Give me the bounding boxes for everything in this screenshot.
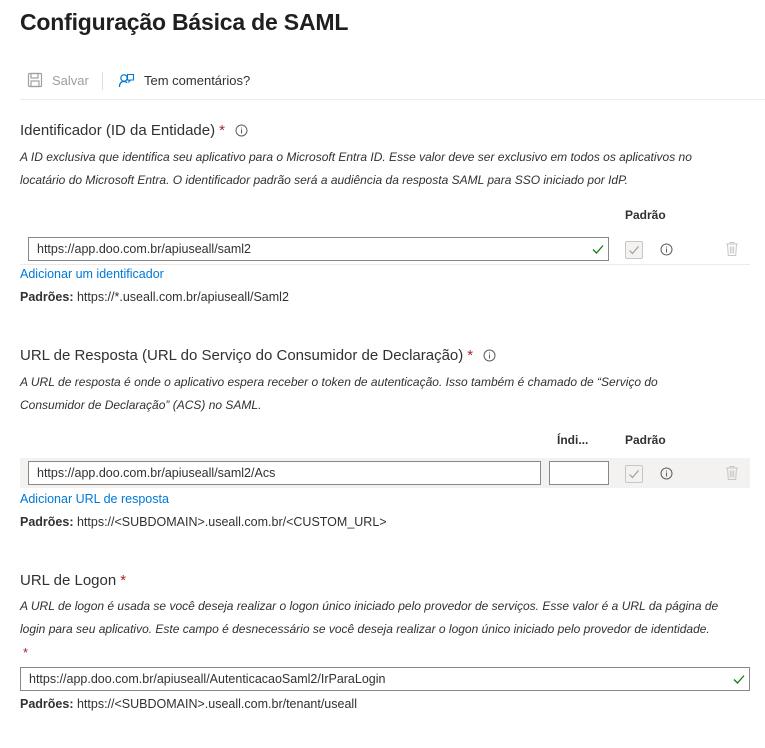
toolbar-divider — [102, 72, 103, 90]
add-identifier-link[interactable]: Adicionar um identificador — [20, 267, 164, 281]
reply-url-title-text: URL de Resposta (URL do Serviço do Consumidor de Declaração) — [20, 347, 464, 364]
defaults-value: https://<SUBDOMAIN>.useall.com.br/tenant/useall — [76, 697, 357, 711]
logon-url-input-value: https://app.doo.com.br/apiuseall/AutenticacaoSaml2/IrParaLogin — [29, 672, 386, 686]
identifier-title-text: Identificador (ID da Entidade) — [20, 122, 216, 139]
required-mark: * — [120, 572, 127, 589]
reply-url-input[interactable] — [28, 461, 541, 485]
save-button[interactable] — [27, 72, 89, 88]
defaults-label: Padrões: — [20, 290, 74, 304]
reply-url-description-line: Consumidor de Declaração” (ACS) no SAML. — [20, 398, 262, 412]
command-bar — [20, 66, 765, 100]
page-title: Configuração Básica de SAML — [20, 9, 349, 35]
defaults-value: https://<SUBDOMAIN>.useall.com.br/<CUSTOM_URL> — [76, 515, 387, 529]
reply-url-index-input[interactable] — [549, 461, 609, 485]
row-divider — [20, 264, 750, 265]
reply-url-default-column-header: Padrão — [625, 433, 666, 447]
feedback-button[interactable] — [118, 72, 250, 89]
trash-icon[interactable] — [725, 465, 739, 481]
defaults-value: https://*.useall.com.br/apiuseall/Saml2 — [76, 290, 289, 304]
info-icon[interactable] — [660, 467, 673, 480]
checkmark-icon — [591, 242, 605, 256]
defaults-label: Padrões: — [20, 515, 74, 529]
identifier-description-line: A ID exclusiva que identifica seu aplicativo para o Microsoft Entra ID. Esse valor deve ser exclusivo em todos os aplicativos no — [20, 150, 692, 164]
logon-url-input[interactable] — [20, 667, 750, 691]
identifier-input[interactable] — [28, 237, 609, 261]
checkbox-icon — [628, 468, 640, 480]
logon-url-title-text: URL de Logon — [20, 572, 117, 589]
required-mark: * — [219, 122, 225, 139]
checkmark-icon — [732, 672, 746, 686]
identifier-description — [20, 146, 745, 192]
save-label: Salvar — [52, 72, 89, 88]
reply-url-section-title — [20, 347, 496, 364]
info-icon[interactable] — [483, 349, 496, 362]
logon-url-defaults — [20, 697, 357, 711]
save-icon — [27, 72, 43, 88]
info-icon[interactable] — [235, 124, 248, 137]
identifier-section-title — [20, 122, 248, 139]
identifier-default-column-header: Padrão — [625, 208, 666, 222]
feedback-label: Tem comentários? — [144, 73, 251, 88]
logon-url-section-title — [20, 572, 126, 589]
feedback-icon — [118, 72, 135, 89]
checkbox-icon — [628, 244, 640, 256]
info-icon[interactable] — [660, 243, 673, 256]
logon-url-field-required-mark: * — [23, 645, 29, 660]
reply-url-defaults — [20, 515, 387, 529]
identifier-description-line: locatário do Microsoft Entra. O identificador padrão será a audiência da resposta SAML para SSO iniciado por IdP. — [20, 173, 628, 187]
reply-url-description — [20, 371, 745, 417]
defaults-label: Padrões: — [20, 697, 74, 711]
logon-url-description-line: A URL de logon é usada se você deseja realizar o logon único iniciado pelo provedor de serviços. Esse valor é a URL da página de — [20, 599, 719, 613]
identifier-defaults — [20, 290, 289, 304]
reply-url-description-line: A URL de resposta é onde o aplicativo espera receber o token de autenticação. Isso também é chamado de “Serviço do — [20, 375, 658, 389]
add-reply-url-link[interactable]: Adicionar URL de resposta — [20, 492, 169, 506]
reply-url-default-checkbox[interactable] — [625, 465, 643, 483]
reply-url-input-value: https://app.doo.com.br/apiuseall/saml2/Acs — [37, 466, 276, 480]
logon-url-description — [20, 595, 745, 641]
trash-icon[interactable] — [725, 241, 739, 257]
logon-url-description-line: login para seu aplicativo. Este campo é desnecessário se você deseja realizar o logon único iniciado pelo provedor de identidade. — [20, 622, 710, 636]
identifier-default-checkbox[interactable] — [625, 241, 643, 259]
required-mark: * — [467, 347, 474, 364]
reply-url-index-column-header: Índi... — [557, 433, 589, 447]
identifier-input-value: https://app.doo.com.br/apiuseall/saml2 — [37, 242, 252, 256]
